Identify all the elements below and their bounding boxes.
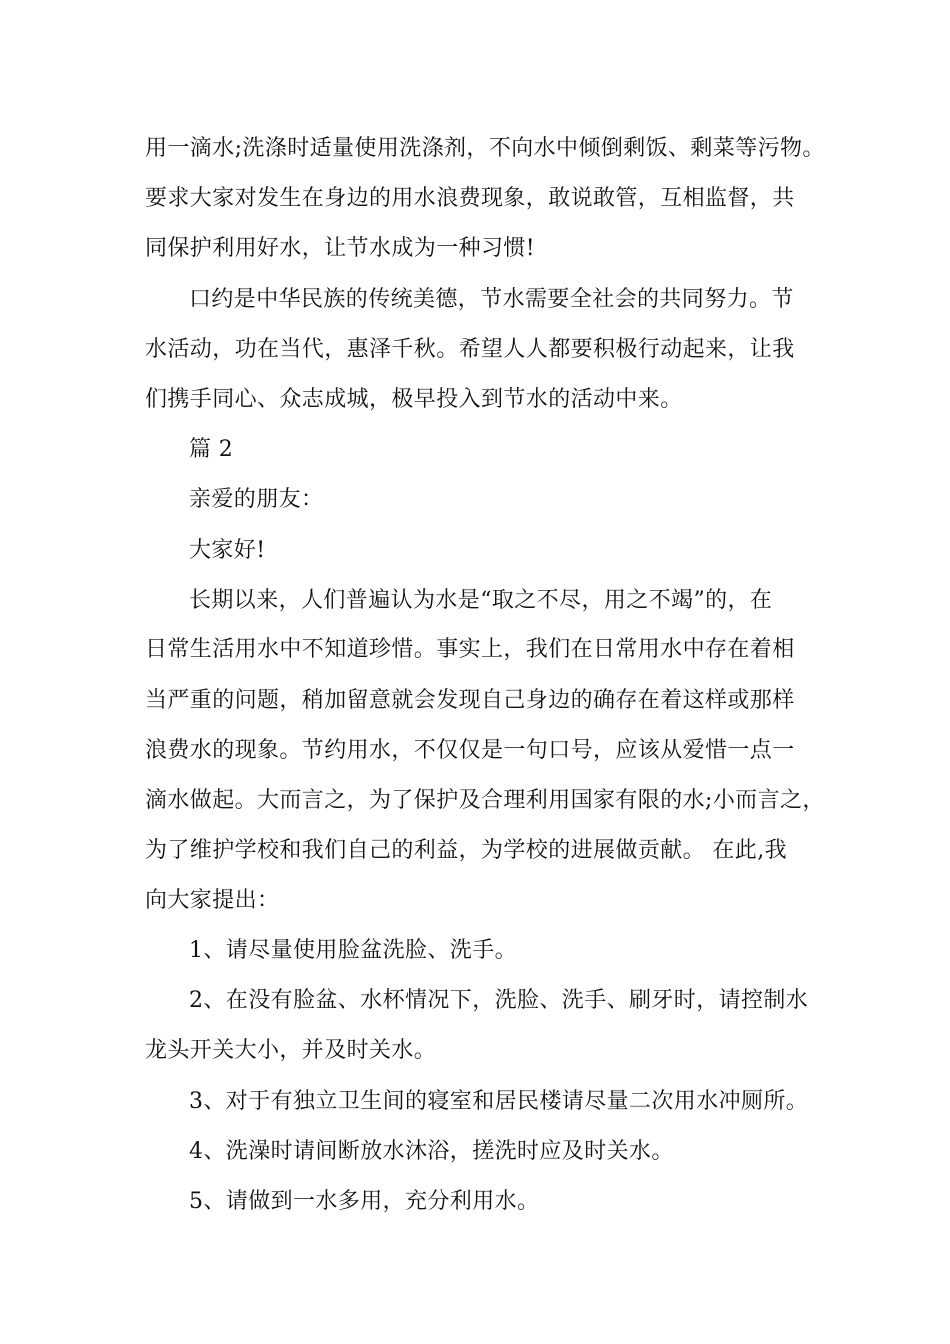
text-line: 长期以来，人们普遍认为水是“取之不尽，用之不竭”的，在 <box>189 588 773 613</box>
text-line: 向大家提出： <box>145 888 280 913</box>
text-line: 同保护利用好水，让节水成为一种习惯! <box>145 236 536 261</box>
text-line: 滴水做起。大而言之，为了保护及合理利用国家有限的水;小而言之， <box>145 788 825 813</box>
text-line: 水活动，功在当代，惠泽千秋。希望人人都要积极行动起来，让我 <box>145 337 795 362</box>
text-line: 浪费水的现象。节约用水，不仅仅是一句口号，应该从爱惜一点一 <box>145 738 795 763</box>
text-line: 要求大家对发生在身边的用水浪费现象，敢说敢管，互相监督，共 <box>145 186 795 211</box>
text-line: 们携手同心、众志成城，极早投入到节水的活动中来。 <box>145 387 683 412</box>
greeting: 大家好! <box>189 538 266 563</box>
list-item: 2、在没有脸盆、水杯情况下，洗脸、洗手、刷牙时，请控制水 <box>189 988 809 1013</box>
section-heading: 篇 2 <box>189 437 234 462</box>
text-line: 用一滴水;洗涤时适量使用洗涤剂，不向水中倾倒剩饭、剩菜等污物。 <box>145 136 825 161</box>
list-item: 3、对于有独立卫生间的寝室和居民楼请尽量二次用水冲厕所。 <box>189 1089 809 1114</box>
list-item: 5、请做到一水多用，充分利用水。 <box>189 1189 540 1214</box>
list-item: 4、洗澡时请间断放水沐浴，搓洗时应及时关水。 <box>189 1139 674 1164</box>
text-line: 当严重的问题，稍加留意就会发现自己身边的确存在着这样或那样 <box>145 688 795 713</box>
salutation: 亲爱的朋友： <box>189 487 324 512</box>
list-item-continuation: 龙头开关大小，并及时关水。 <box>145 1038 437 1063</box>
text-line: 日常生活用水中不知道珍惜。事实上，我们在日常用水中存在着相 <box>145 637 795 662</box>
text-line: 口约是中华民族的传统美德，节水需要全社会的共同努力。节 <box>189 287 794 312</box>
list-item: 1、请尽量使用脸盆洗脸、洗手。 <box>189 938 517 963</box>
text-line: 为了维护学校和我们自己的利益，为学校的进展做贡献。 在此,我 <box>145 838 787 863</box>
